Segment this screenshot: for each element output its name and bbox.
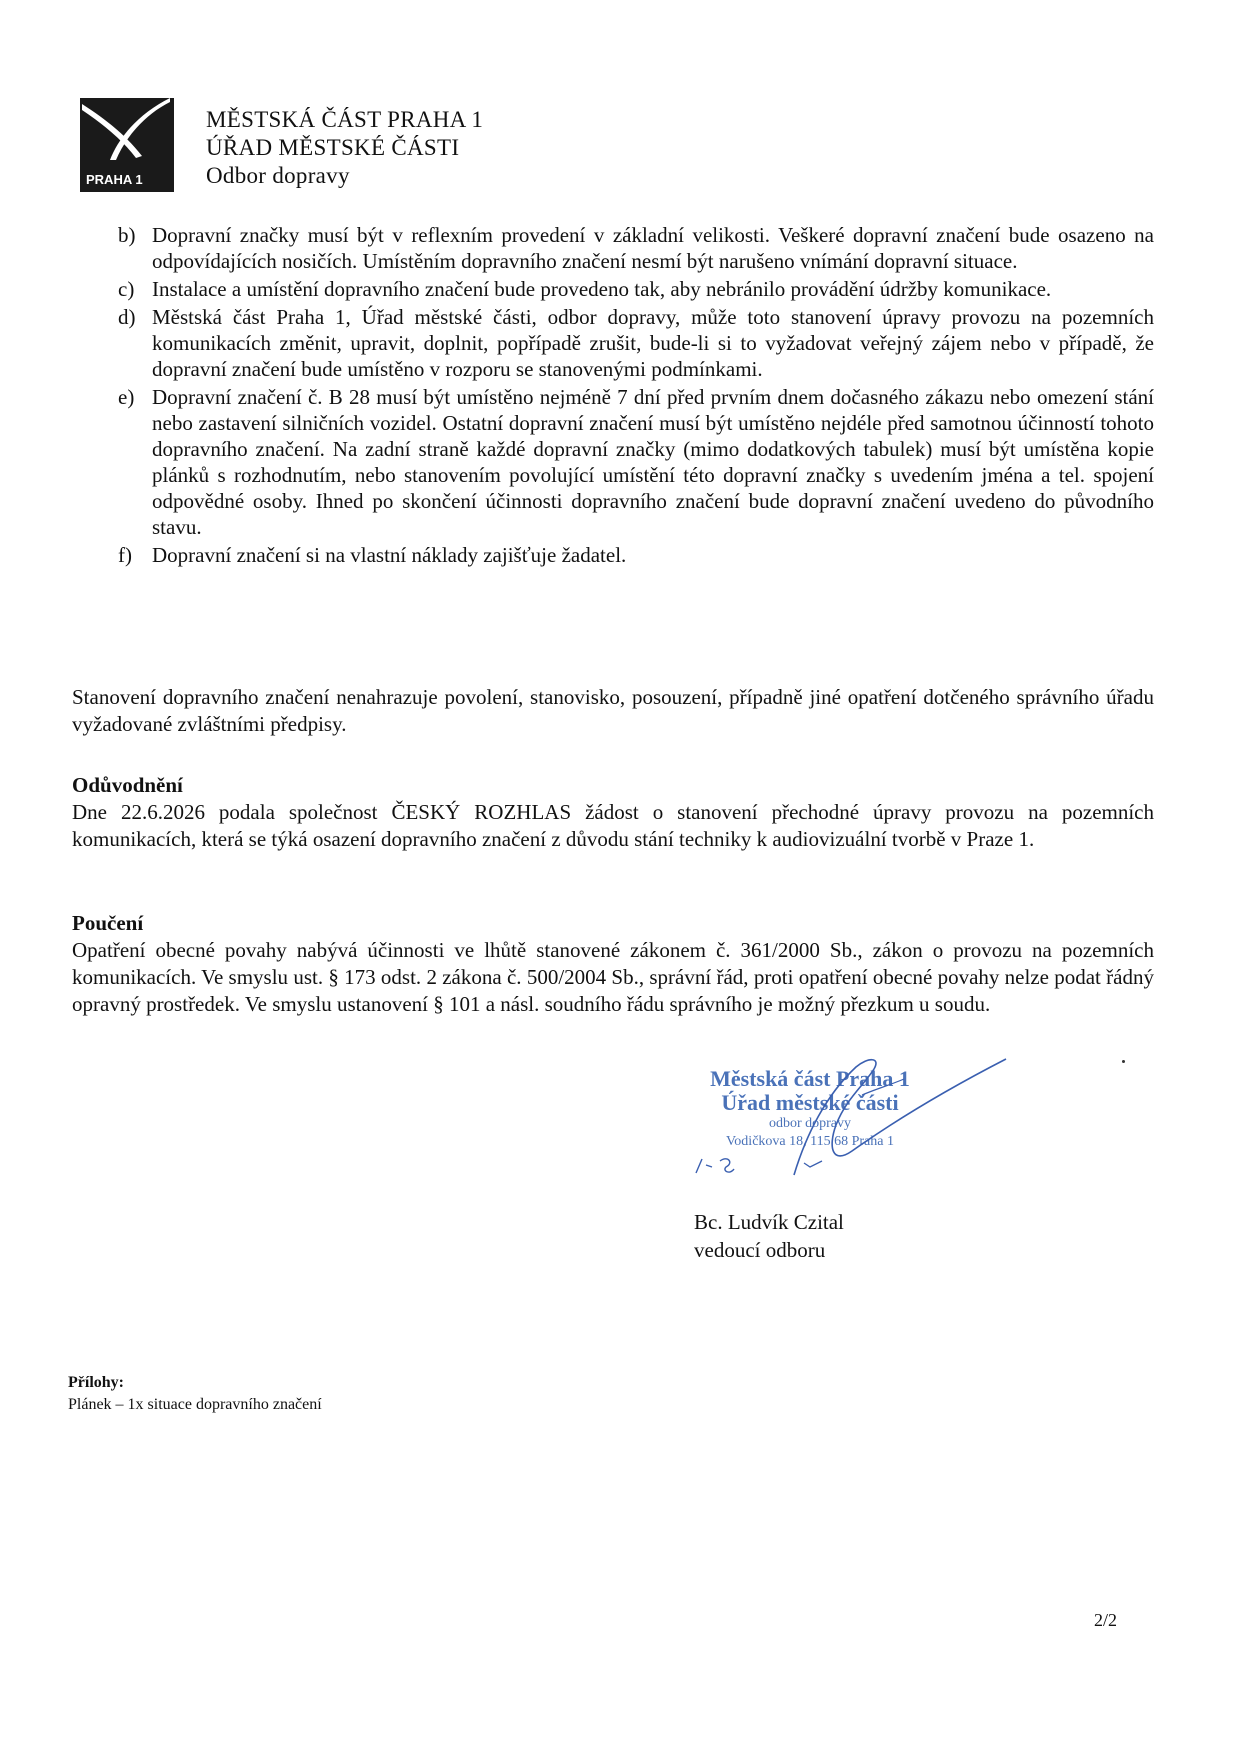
org-office: ÚŘAD MĚSTSKÉ ČÁSTI bbox=[206, 135, 460, 160]
condition-label: d) bbox=[118, 305, 136, 329]
condition-text: Městská část Praha 1, Úřad městské části, odbor dopravy, může toto stanovení úpravy provozu na pozemních komunikacích změnit, upravit, doplnit, popřípadě zrušit, bude-li si to vyžadovat veřejný zájem nebo v případě, že dopravní značení bude umístěno v rozporu se stanovenými podmínkami. bbox=[152, 305, 1154, 381]
instruction-text: Opatření obecné povahy nabývá účinnosti ve lhůtě stanovené zákonem č. 361/2000 Sb., zákon o provozu na pozemních komunikacích. Ve smyslu ust. § 173 odst. 2 zákona č. 500/2004 Sb., správní řád, proti opatření obecné povahy nelze podat řádný opravný prostředek. Ve smyslu ustanovení § 101 a násl. soudního řádu správního je možný přezkum u soudu. bbox=[72, 938, 1154, 1016]
org-department: Odbor dopravy bbox=[206, 163, 350, 188]
instruction-section bbox=[72, 910, 1154, 1018]
condition-text: Dopravní značení si na vlastní náklady zajišťuje žadatel. bbox=[152, 543, 627, 567]
stamp-line2: Úřad městské části bbox=[721, 1090, 899, 1115]
page-number: 2/2 bbox=[1094, 1610, 1118, 1630]
condition-text: Dopravní značení č. B 28 musí být umístěno nejméně 7 dní před prvním dnem dočasného zákazu nebo omezení stání nebo zastavení silničních vozidel. Ostatní dopravní značení musí být umístěno nejdéle před samotnou účinností tohoto dopravního značení. Na zadní straně každé dopravní značky (mimo dodatkových tabulek) musí být umístěna kopie plánků s rozhodnutím, nebo stanovením povolující umístění této dopravní značky s uvedením jména a tel. spojení odpovědné osoby. Ihned po skončení účinnosti dopravního značení bude dopravní značení uvedeno do původního stavu. bbox=[152, 385, 1154, 539]
stamp-and-signature bbox=[676, 1055, 1036, 1185]
signer-block bbox=[694, 1208, 844, 1264]
handwritten-signature bbox=[676, 1055, 1036, 1185]
condition-item bbox=[118, 384, 1154, 540]
justification-heading: Odůvodnění bbox=[72, 773, 183, 797]
justification-section bbox=[72, 772, 1154, 853]
condition-text: Dopravní značky musí být v reflexním provedení v základní velikosti. Veškeré dopravní značení bude osazeno na odpovídajících nosičích. Umístěním dopravního značení nesmí být narušeno vnímání dopravní situace. bbox=[152, 223, 1154, 273]
statement-paragraph: Stanovení dopravního značení nenahrazuje povolení, stanovisko, posouzení, případně jiné opatření dotčeného správního úřadu vyžadované zvláštními předpisy. bbox=[72, 685, 1154, 736]
scan-speck bbox=[1122, 1060, 1125, 1063]
condition-item bbox=[118, 542, 1154, 568]
attachments-item: Plánek – 1x situace dopravního značení bbox=[68, 1396, 322, 1413]
signer-name: Bc. Ludvík Czital bbox=[694, 1210, 844, 1234]
conditions-list bbox=[118, 222, 1154, 570]
condition-item bbox=[118, 276, 1154, 302]
instruction-heading: Poučení bbox=[72, 911, 144, 935]
justification-text: Dne 22.6.2026 podala společnost ČESKÝ ROZHLAS žádost o stanovení přechodné úpravy provozu na pozemních komunikacích, která se týká osazení dopravního značení z důvodu stání techniky k audiovizuální tvorbě v Praze 1. bbox=[72, 800, 1154, 851]
org-header bbox=[206, 106, 483, 190]
attachments bbox=[68, 1372, 322, 1416]
condition-label: f) bbox=[118, 543, 132, 567]
stamp-line3: odbor dopravy bbox=[768, 1116, 852, 1131]
stamp-line1: Městská část Praha 1 bbox=[710, 1066, 910, 1091]
org-name: MĚSTSKÁ ČÁST PRAHA 1 bbox=[206, 107, 484, 132]
condition-label: e) bbox=[118, 385, 135, 409]
signer-title: vedoucí odboru bbox=[694, 1238, 826, 1262]
praha1-logo-icon bbox=[80, 98, 174, 192]
condition-item bbox=[118, 222, 1154, 274]
condition-text: Instalace a umístění dopravního značení bude provedeno tak, aby nebránilo provádění údržby komunikace. bbox=[152, 277, 1052, 301]
condition-label: c) bbox=[118, 277, 135, 301]
logo-text: PRAHA 1 bbox=[86, 172, 143, 187]
attachments-heading: Přílohy: bbox=[68, 1374, 124, 1391]
stamp-line4: Vodičkova 18, 115 68 Praha 1 bbox=[726, 1134, 894, 1149]
praha1-logo bbox=[80, 98, 174, 192]
condition-item bbox=[118, 304, 1154, 382]
condition-label: b) bbox=[118, 223, 136, 247]
